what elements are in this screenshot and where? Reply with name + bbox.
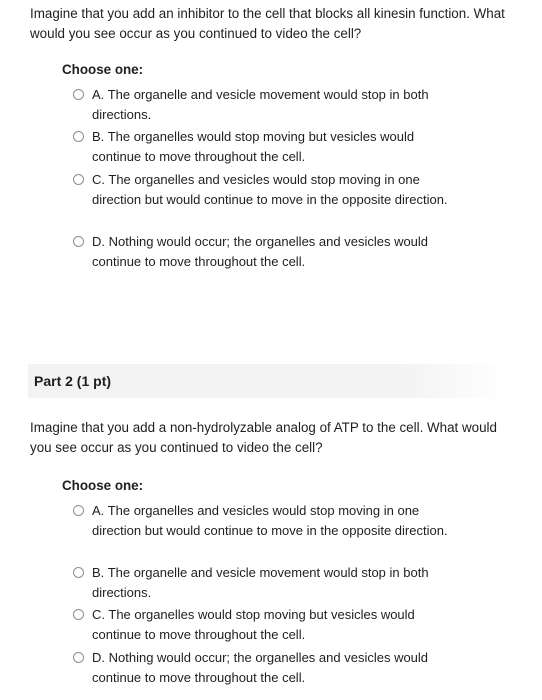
q2-option-b[interactable]	[73, 563, 453, 603]
option-text: Nothing would occur; the organelles and vesicles would continue to move throughout the cell.	[92, 234, 429, 269]
q1-option-c[interactable]	[73, 170, 453, 210]
q2-option-c[interactable]	[73, 605, 453, 645]
radio-button[interactable]	[73, 236, 84, 247]
radio-button[interactable]	[73, 609, 84, 620]
radio-button[interactable]	[73, 89, 84, 100]
choose-one-label: Choose one:	[62, 478, 144, 493]
q1-option-d[interactable]	[73, 232, 453, 272]
option-text: The organelles would stop moving but vesicles would continue to move throughout the cell.	[92, 129, 415, 164]
option-letter: A.	[92, 503, 105, 518]
option-text: The organelles would stop moving but vesicles would continue to move throughout the cell.	[92, 607, 415, 642]
radio-button[interactable]	[73, 652, 84, 663]
option-letter: A.	[92, 87, 105, 102]
option-text: The organelle and vesicle movement would stop in both directions.	[92, 87, 429, 122]
question-2-text: Imagine that you add a non-hydrolyzable analog of ATP to the cell. What would you see occur as you continued to video the cell?	[30, 420, 497, 455]
option-letter: D.	[92, 650, 105, 665]
question-1-text: Imagine that you add an inhibitor to the cell that blocks all kinesin function. What would you see occur as you continued to video the cell?	[30, 6, 505, 41]
radio-button[interactable]	[73, 131, 84, 142]
radio-button[interactable]	[73, 505, 84, 516]
q1-option-b[interactable]	[73, 127, 453, 167]
option-text: The organelles and vesicles would stop moving in one direction but would continue to move in the opposite direction.	[92, 172, 448, 207]
part-2-title: Part 2 (1 pt)	[34, 373, 112, 389]
option-letter: D.	[92, 234, 105, 249]
q2-option-a[interactable]	[73, 501, 453, 541]
q1-option-a[interactable]	[73, 85, 453, 125]
q2-option-d[interactable]	[73, 648, 453, 688]
radio-button[interactable]	[73, 567, 84, 578]
option-text: Nothing would occur; the organelles and vesicles would continue to move throughout the cell.	[92, 650, 429, 685]
option-letter: C.	[92, 607, 105, 622]
option-text: The organelle and vesicle movement would stop in both directions.	[92, 565, 429, 600]
part-2-header	[28, 364, 508, 398]
option-text: The organelles and vesicles would stop moving in one direction but would continue to move in the opposite direction.	[92, 503, 448, 538]
radio-button[interactable]	[73, 174, 84, 185]
option-letter: B.	[92, 565, 105, 580]
option-letter: B.	[92, 129, 105, 144]
choose-one-label: Choose one:	[62, 62, 144, 77]
option-letter: C.	[92, 172, 105, 187]
